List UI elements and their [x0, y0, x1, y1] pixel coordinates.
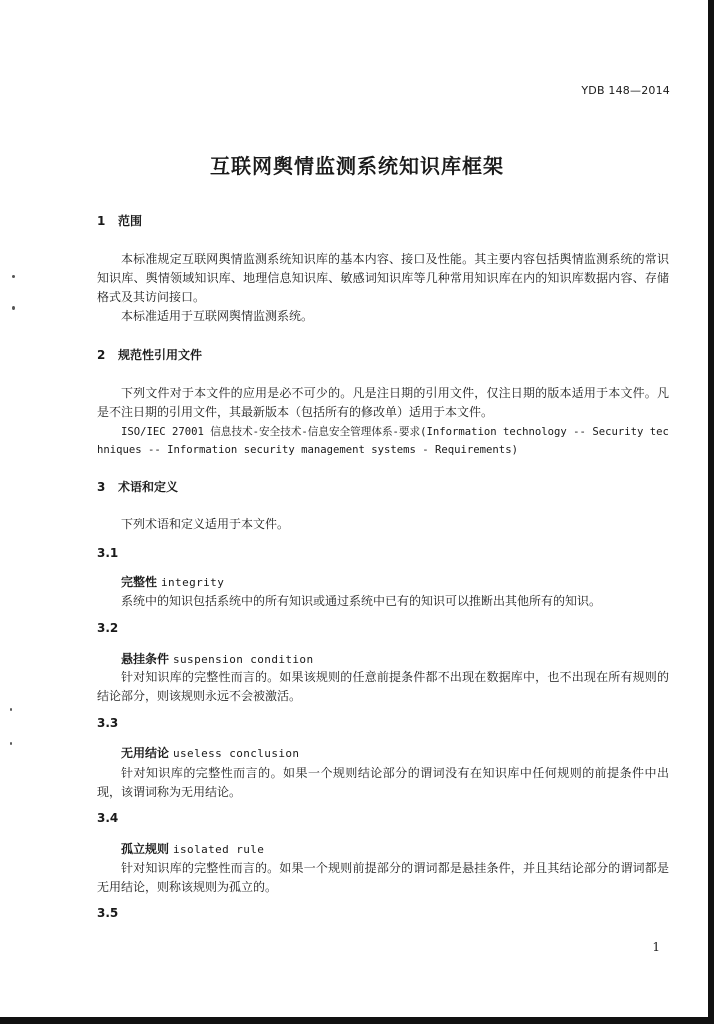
scan-speck — [12, 306, 15, 310]
scope-applicability: 本标准适用于互联网舆情监测系统。 — [121, 309, 314, 323]
section-heading-scope — [97, 212, 142, 229]
section-title: 术语和定义 — [118, 480, 179, 494]
references-paragraph: 下列文件对于本文件的应用是必不可少的。凡是注日期的引用文件，仅注日期的版本适用于本文件。凡是不注日期的引用文件，其最新版本（包括所有的修改单）适用于本文件。 — [97, 386, 669, 419]
section-number: 1 — [97, 214, 106, 228]
term-heading — [121, 840, 264, 857]
term-definition: 针对知识库的完整性而言的。如果一个规则结论部分的谓词没有在知识库中任何规则的前提条件中出现，该谓词称为无用结论。 — [97, 766, 669, 799]
term-zh: 完整性 — [121, 575, 158, 589]
document-title: 互联网舆情监测系统知识库框架 — [210, 154, 504, 178]
terms-intro: 下列术语和定义适用于本文件。 — [121, 517, 290, 531]
term-zh: 孤立规则 — [121, 842, 170, 856]
section-heading-normative-references — [97, 346, 202, 363]
term-definition: 针对知识库的完整性而言的。如果该规则的任意前提条件都不出现在数据库中，也不出现在所有规则的结论部分，则该规则永远不会被激活。 — [97, 670, 669, 703]
clause-number: 3.4 — [97, 811, 119, 825]
term-en: isolated rule — [173, 843, 265, 856]
clause-number: 3.5 — [97, 906, 119, 920]
term-heading — [121, 650, 313, 667]
clause-number: 3.3 — [97, 716, 119, 730]
standard-code: YDB 148—2014 — [581, 84, 670, 97]
term-zh: 无用结论 — [121, 746, 170, 760]
scan-border-bottom — [0, 1017, 714, 1024]
clause-number: 3.1 — [97, 546, 119, 560]
section-number: 3 — [97, 480, 106, 494]
scope-paragraph: 本标准规定互联网舆情监测系统知识库的基本内容、接口及性能。其主要内容包括舆情监测系统的常识知识库、舆情领域知识库、地理信息知识库、敏感词知识库等几种常用知识库在内的知识库数据内容、存储格式及其访问接口。 — [97, 252, 669, 304]
term-en: useless conclusion — [173, 747, 300, 760]
section-title: 规范性引用文件 — [118, 348, 203, 362]
scan-speck — [10, 708, 12, 711]
section-title: 范围 — [118, 214, 143, 228]
term-en: suspension condition — [173, 653, 314, 666]
term-definition: 针对知识库的完整性而言的。如果一个规则前提部分的谓词都是悬挂条件，并且其结论部分的谓词都是无用结论，则称该规则为孤立的。 — [97, 861, 669, 894]
clause-number: 3.2 — [97, 621, 119, 635]
term-en: integrity — [161, 576, 225, 589]
term-definition: 系统中的知识包括系统中的所有知识或通过系统中已有的知识可以推断出其他所有的知识。 — [121, 594, 602, 608]
scan-speck — [10, 742, 12, 745]
term-heading — [121, 573, 224, 590]
term-heading — [121, 744, 299, 761]
scan-speck — [12, 275, 15, 278]
section-number: 2 — [97, 348, 106, 362]
page-number: 1 — [652, 940, 660, 954]
term-zh: 悬挂条件 — [121, 652, 170, 666]
scan-border-right — [708, 0, 714, 1024]
section-heading-terms — [97, 478, 178, 495]
reference-iso-27001: ISO/IEC 27001 信息技术-安全技术-信息安全管理体系-要求(Information technology -- Security techniques -- Information security management systems - Requirements) — [97, 426, 669, 456]
